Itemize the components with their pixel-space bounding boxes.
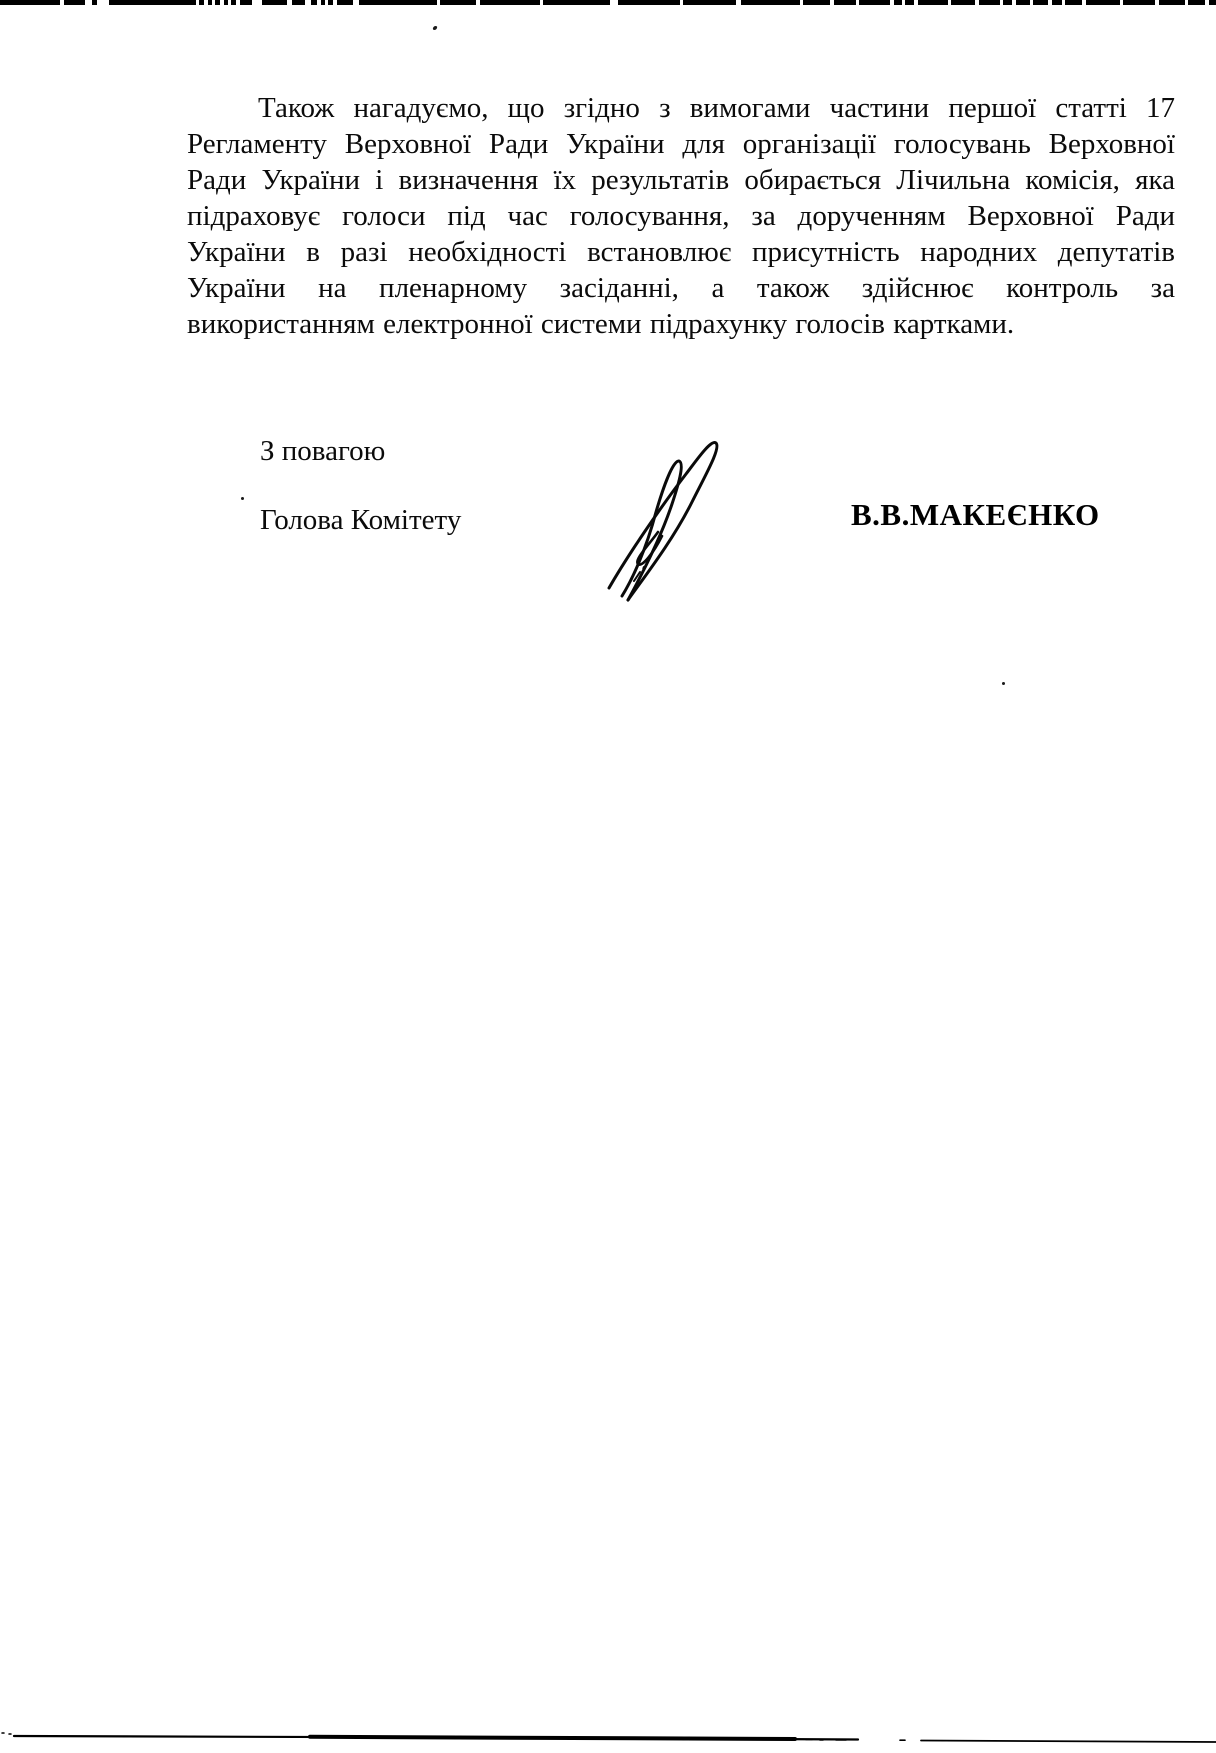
signer-name: В.В.МАКЕЄНКО [851, 497, 1100, 532]
body-paragraph [187, 90, 1175, 342]
signer-title: Голова Комітету [260, 504, 462, 536]
paragraph-line: використанням електронної системи підрахунку голосів картками. [187, 308, 1015, 340]
closing-salutation: З повагою [260, 435, 386, 467]
paragraph-line: України на пленарному засіданні, а також здійснює контроль за [187, 272, 1175, 304]
paragraph-line: України в разі необхідності встановлює присутність народних депутатів [187, 236, 1175, 268]
scan-artifact-top-edge [0, 0, 1216, 5]
signature-image [598, 430, 733, 605]
paragraph-line: Регламенту Верховної Ради України для організації голосувань Верховної [187, 128, 1175, 160]
scan-artifact-bottom-line [0, 1725, 1216, 1753]
paragraph-line: Також нагадуємо, що згідно з вимогами частини першої статті 17 [258, 92, 1175, 124]
scan-speck [432, 26, 437, 30]
paragraph-line: підраховує голоси під час голосування, за дорученням Верховної Ради [187, 200, 1175, 232]
scan-speck [1002, 682, 1005, 685]
paragraph-line: Ради України і визначення їх результатів обирається Лічильна комісія, яка [187, 164, 1175, 196]
scan-speck [241, 497, 244, 500]
